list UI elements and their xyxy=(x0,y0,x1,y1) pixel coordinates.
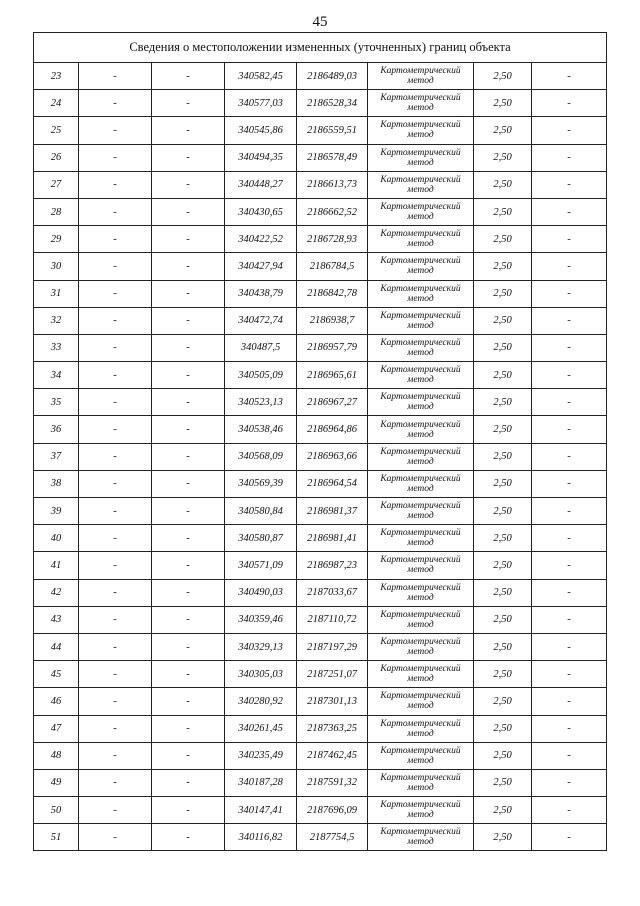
old-y-cell: - xyxy=(152,90,225,117)
point-number-cell: 45 xyxy=(34,661,79,688)
old-x-cell: - xyxy=(79,443,152,470)
new-y-cell: 2187197,29 xyxy=(297,633,368,660)
old-y-cell: - xyxy=(152,742,225,769)
new-x-cell: 340329,13 xyxy=(225,633,297,660)
method-cell: Картометрический метод xyxy=(368,226,474,253)
description-cell: - xyxy=(532,742,607,769)
method-cell: Картометрический метод xyxy=(368,362,474,389)
description-cell: - xyxy=(532,226,607,253)
old-x-cell: - xyxy=(79,198,152,225)
point-number-cell: 44 xyxy=(34,633,79,660)
method-cell: Картометрический метод xyxy=(368,334,474,361)
new-x-cell: 340147,41 xyxy=(225,797,297,824)
accuracy-cell: 2,50 xyxy=(474,416,532,443)
accuracy-cell: 2,50 xyxy=(474,362,532,389)
old-x-cell: - xyxy=(79,824,152,851)
new-y-cell: 2187301,13 xyxy=(297,688,368,715)
new-y-cell: 2187462,45 xyxy=(297,742,368,769)
new-y-cell: 2186559,51 xyxy=(297,117,368,144)
new-y-cell: 2186613,73 xyxy=(297,171,368,198)
old-x-cell: - xyxy=(79,633,152,660)
description-cell: - xyxy=(532,171,607,198)
point-number-cell: 39 xyxy=(34,498,79,525)
point-number-cell: 31 xyxy=(34,280,79,307)
old-y-cell: - xyxy=(152,552,225,579)
accuracy-cell: 2,50 xyxy=(474,633,532,660)
page-number: 45 xyxy=(312,14,328,30)
description-cell: - xyxy=(532,525,607,552)
new-x-cell: 340430,65 xyxy=(225,198,297,225)
old-y-cell: - xyxy=(152,797,225,824)
old-y-cell: - xyxy=(152,688,225,715)
new-x-cell: 340427,94 xyxy=(225,253,297,280)
new-y-cell: 2187110,72 xyxy=(297,606,368,633)
method-cell: Картометрический метод xyxy=(368,742,474,769)
description-cell: - xyxy=(532,633,607,660)
description-cell: - xyxy=(532,824,607,851)
new-x-cell: 340580,84 xyxy=(225,498,297,525)
point-number-cell: 37 xyxy=(34,443,79,470)
description-cell: - xyxy=(532,552,607,579)
description-cell: - xyxy=(532,90,607,117)
new-y-cell: 2186578,49 xyxy=(297,144,368,171)
method-cell: Картометрический метод xyxy=(368,498,474,525)
old-x-cell: - xyxy=(79,579,152,606)
table-row xyxy=(34,117,607,144)
accuracy-cell: 2,50 xyxy=(474,280,532,307)
accuracy-cell: 2,50 xyxy=(474,334,532,361)
description-cell: - xyxy=(532,198,607,225)
point-number-cell: 24 xyxy=(34,90,79,117)
accuracy-cell: 2,50 xyxy=(474,525,532,552)
old-y-cell: - xyxy=(152,144,225,171)
table-row xyxy=(34,443,607,470)
method-cell: Картометрический метод xyxy=(368,606,474,633)
table-row xyxy=(34,198,607,225)
old-x-cell: - xyxy=(79,334,152,361)
old-x-cell: - xyxy=(79,171,152,198)
table-row xyxy=(34,715,607,742)
table-row xyxy=(34,334,607,361)
point-number-cell: 35 xyxy=(34,389,79,416)
method-cell: Картометрический метод xyxy=(368,824,474,851)
method-cell: Картометрический метод xyxy=(368,198,474,225)
table-row xyxy=(34,307,607,334)
new-x-cell: 340438,79 xyxy=(225,280,297,307)
old-y-cell: - xyxy=(152,416,225,443)
accuracy-cell: 2,50 xyxy=(474,470,532,497)
table-row xyxy=(34,525,607,552)
accuracy-cell: 2,50 xyxy=(474,253,532,280)
old-y-cell: - xyxy=(152,389,225,416)
description-cell: - xyxy=(532,579,607,606)
method-cell: Картометрический метод xyxy=(368,715,474,742)
point-number-cell: 27 xyxy=(34,171,79,198)
point-number-cell: 26 xyxy=(34,144,79,171)
method-cell: Картометрический метод xyxy=(368,769,474,796)
old-y-cell: - xyxy=(152,226,225,253)
new-y-cell: 2186957,79 xyxy=(297,334,368,361)
point-number-cell: 41 xyxy=(34,552,79,579)
new-x-cell: 340487,5 xyxy=(225,334,297,361)
accuracy-cell: 2,50 xyxy=(474,742,532,769)
table-row xyxy=(34,579,607,606)
method-cell: Картометрический метод xyxy=(368,579,474,606)
new-y-cell: 2186842,78 xyxy=(297,280,368,307)
new-y-cell: 2186489,03 xyxy=(297,63,368,90)
method-cell: Картометрический метод xyxy=(368,63,474,90)
new-x-cell: 340569,39 xyxy=(225,470,297,497)
new-y-cell: 2187696,09 xyxy=(297,797,368,824)
method-cell: Картометрический метод xyxy=(368,661,474,688)
new-x-cell: 340580,87 xyxy=(225,525,297,552)
old-y-cell: - xyxy=(152,525,225,552)
description-cell: - xyxy=(532,334,607,361)
old-x-cell: - xyxy=(79,470,152,497)
new-x-cell: 340280,92 xyxy=(225,688,297,715)
point-number-cell: 46 xyxy=(34,688,79,715)
point-number-cell: 34 xyxy=(34,362,79,389)
accuracy-cell: 2,50 xyxy=(474,498,532,525)
table-row xyxy=(34,416,607,443)
old-y-cell: - xyxy=(152,334,225,361)
old-x-cell: - xyxy=(79,253,152,280)
accuracy-cell: 2,50 xyxy=(474,144,532,171)
accuracy-cell: 2,50 xyxy=(474,443,532,470)
table-row xyxy=(34,769,607,796)
old-y-cell: - xyxy=(152,633,225,660)
point-number-cell: 28 xyxy=(34,198,79,225)
accuracy-cell: 2,50 xyxy=(474,797,532,824)
new-x-cell: 340490,03 xyxy=(225,579,297,606)
description-cell: - xyxy=(532,688,607,715)
old-y-cell: - xyxy=(152,661,225,688)
description-cell: - xyxy=(532,117,607,144)
accuracy-cell: 2,50 xyxy=(474,552,532,579)
new-y-cell: 2186967,27 xyxy=(297,389,368,416)
old-y-cell: - xyxy=(152,579,225,606)
table-row xyxy=(34,362,607,389)
description-cell: - xyxy=(532,362,607,389)
new-x-cell: 340422,52 xyxy=(225,226,297,253)
table-row xyxy=(34,63,607,90)
point-number-cell: 29 xyxy=(34,226,79,253)
old-x-cell: - xyxy=(79,688,152,715)
description-cell: - xyxy=(532,661,607,688)
method-cell: Картометрический метод xyxy=(368,253,474,280)
method-cell: Картометрический метод xyxy=(368,688,474,715)
description-cell: - xyxy=(532,144,607,171)
table-row xyxy=(34,552,607,579)
point-number-cell: 47 xyxy=(34,715,79,742)
old-y-cell: - xyxy=(152,769,225,796)
new-y-cell: 2186662,52 xyxy=(297,198,368,225)
old-y-cell: - xyxy=(152,443,225,470)
point-number-cell: 38 xyxy=(34,470,79,497)
accuracy-cell: 2,50 xyxy=(474,198,532,225)
old-y-cell: - xyxy=(152,171,225,198)
new-y-cell: 2186784,5 xyxy=(297,253,368,280)
point-number-cell: 23 xyxy=(34,63,79,90)
new-x-cell: 340187,28 xyxy=(225,769,297,796)
method-cell: Картометрический метод xyxy=(368,117,474,144)
new-x-cell: 340523,13 xyxy=(225,389,297,416)
accuracy-cell: 2,50 xyxy=(474,661,532,688)
table-row xyxy=(34,389,607,416)
description-cell: - xyxy=(532,769,607,796)
table-row xyxy=(34,824,607,851)
description-cell: - xyxy=(532,280,607,307)
accuracy-cell: 2,50 xyxy=(474,63,532,90)
old-x-cell: - xyxy=(79,90,152,117)
point-number-cell: 30 xyxy=(34,253,79,280)
new-y-cell: 2186963,66 xyxy=(297,443,368,470)
method-cell: Картометрический метод xyxy=(368,525,474,552)
description-cell: - xyxy=(532,443,607,470)
new-x-cell: 340577,03 xyxy=(225,90,297,117)
table-row xyxy=(34,498,607,525)
new-y-cell: 2187033,67 xyxy=(297,579,368,606)
new-y-cell: 2186965,61 xyxy=(297,362,368,389)
new-y-cell: 2187754,5 xyxy=(297,824,368,851)
description-cell: - xyxy=(532,470,607,497)
accuracy-cell: 2,50 xyxy=(474,117,532,144)
method-cell: Картометрический метод xyxy=(368,416,474,443)
method-cell: Картометрический метод xyxy=(368,443,474,470)
point-number-cell: 32 xyxy=(34,307,79,334)
point-number-cell: 43 xyxy=(34,606,79,633)
old-x-cell: - xyxy=(79,63,152,90)
point-number-cell: 40 xyxy=(34,525,79,552)
boundary-table xyxy=(33,32,607,851)
new-y-cell: 2186964,54 xyxy=(297,470,368,497)
method-cell: Картометрический метод xyxy=(368,389,474,416)
new-x-cell: 340538,46 xyxy=(225,416,297,443)
description-cell: - xyxy=(532,416,607,443)
old-y-cell: - xyxy=(152,253,225,280)
method-cell: Картометрический метод xyxy=(368,552,474,579)
new-y-cell: 2186938,7 xyxy=(297,307,368,334)
old-x-cell: - xyxy=(79,525,152,552)
accuracy-cell: 2,50 xyxy=(474,226,532,253)
table-row xyxy=(34,688,607,715)
old-y-cell: - xyxy=(152,606,225,633)
table-row xyxy=(34,470,607,497)
description-cell: - xyxy=(532,606,607,633)
old-x-cell: - xyxy=(79,280,152,307)
accuracy-cell: 2,50 xyxy=(474,769,532,796)
table-row xyxy=(34,661,607,688)
accuracy-cell: 2,50 xyxy=(474,90,532,117)
new-x-cell: 340494,35 xyxy=(225,144,297,171)
old-y-cell: - xyxy=(152,498,225,525)
description-cell: - xyxy=(532,389,607,416)
description-cell: - xyxy=(532,797,607,824)
table-row xyxy=(34,797,607,824)
old-x-cell: - xyxy=(79,307,152,334)
old-x-cell: - xyxy=(79,606,152,633)
new-y-cell: 2186981,41 xyxy=(297,525,368,552)
new-x-cell: 340116,82 xyxy=(225,824,297,851)
point-number-cell: 25 xyxy=(34,117,79,144)
point-number-cell: 50 xyxy=(34,797,79,824)
new-x-cell: 340235,49 xyxy=(225,742,297,769)
accuracy-cell: 2,50 xyxy=(474,307,532,334)
new-y-cell: 2186987,23 xyxy=(297,552,368,579)
point-number-cell: 42 xyxy=(34,579,79,606)
table-row xyxy=(34,171,607,198)
old-y-cell: - xyxy=(152,117,225,144)
method-cell: Картометрический метод xyxy=(368,144,474,171)
method-cell: Картометрический метод xyxy=(368,280,474,307)
new-x-cell: 340305,03 xyxy=(225,661,297,688)
old-x-cell: - xyxy=(79,416,152,443)
table-row xyxy=(34,633,607,660)
method-cell: Картометрический метод xyxy=(368,797,474,824)
accuracy-cell: 2,50 xyxy=(474,824,532,851)
method-cell: Картометрический метод xyxy=(368,307,474,334)
new-y-cell: 2187591,32 xyxy=(297,769,368,796)
old-y-cell: - xyxy=(152,63,225,90)
old-y-cell: - xyxy=(152,280,225,307)
table-title: Сведения о местоположении измененных (уточненных) границ объекта xyxy=(34,33,607,63)
table-title-row xyxy=(34,33,607,63)
old-y-cell: - xyxy=(152,470,225,497)
accuracy-cell: 2,50 xyxy=(474,579,532,606)
old-x-cell: - xyxy=(79,661,152,688)
point-number-cell: 48 xyxy=(34,742,79,769)
table-row xyxy=(34,144,607,171)
old-x-cell: - xyxy=(79,552,152,579)
table-row xyxy=(34,253,607,280)
old-x-cell: - xyxy=(79,362,152,389)
old-x-cell: - xyxy=(79,742,152,769)
new-y-cell: 2186728,93 xyxy=(297,226,368,253)
accuracy-cell: 2,50 xyxy=(474,715,532,742)
accuracy-cell: 2,50 xyxy=(474,389,532,416)
new-x-cell: 340582,45 xyxy=(225,63,297,90)
old-y-cell: - xyxy=(152,824,225,851)
description-cell: - xyxy=(532,715,607,742)
old-x-cell: - xyxy=(79,389,152,416)
table-row xyxy=(34,226,607,253)
new-y-cell: 2186964,86 xyxy=(297,416,368,443)
accuracy-cell: 2,50 xyxy=(474,688,532,715)
new-x-cell: 340261,45 xyxy=(225,715,297,742)
old-y-cell: - xyxy=(152,307,225,334)
method-cell: Картометрический метод xyxy=(368,633,474,660)
new-x-cell: 340568,09 xyxy=(225,443,297,470)
old-x-cell: - xyxy=(79,769,152,796)
description-cell: - xyxy=(532,307,607,334)
table-row xyxy=(34,742,607,769)
method-cell: Картометрический метод xyxy=(368,470,474,497)
new-y-cell: 2186528,34 xyxy=(297,90,368,117)
old-x-cell: - xyxy=(79,144,152,171)
point-number-cell: 51 xyxy=(34,824,79,851)
table-row xyxy=(34,90,607,117)
old-y-cell: - xyxy=(152,715,225,742)
new-x-cell: 340359,46 xyxy=(225,606,297,633)
new-y-cell: 2187251,07 xyxy=(297,661,368,688)
point-number-cell: 36 xyxy=(34,416,79,443)
description-cell: - xyxy=(532,253,607,280)
method-cell: Картометрический метод xyxy=(368,171,474,198)
point-number-cell: 49 xyxy=(34,769,79,796)
new-y-cell: 2186981,37 xyxy=(297,498,368,525)
description-cell: - xyxy=(532,498,607,525)
new-x-cell: 340505,09 xyxy=(225,362,297,389)
description-cell: - xyxy=(532,63,607,90)
table-row xyxy=(34,280,607,307)
new-x-cell: 340571,09 xyxy=(225,552,297,579)
method-cell: Картометрический метод xyxy=(368,90,474,117)
table-row xyxy=(34,606,607,633)
new-x-cell: 340472,74 xyxy=(225,307,297,334)
old-x-cell: - xyxy=(79,226,152,253)
point-number-cell: 33 xyxy=(34,334,79,361)
new-x-cell: 340448,27 xyxy=(225,171,297,198)
accuracy-cell: 2,50 xyxy=(474,606,532,633)
accuracy-cell: 2,50 xyxy=(474,171,532,198)
old-y-cell: - xyxy=(152,362,225,389)
old-x-cell: - xyxy=(79,715,152,742)
old-y-cell: - xyxy=(152,198,225,225)
new-x-cell: 340545,86 xyxy=(225,117,297,144)
old-x-cell: - xyxy=(79,117,152,144)
old-x-cell: - xyxy=(79,498,152,525)
old-x-cell: - xyxy=(79,797,152,824)
new-y-cell: 2187363,25 xyxy=(297,715,368,742)
